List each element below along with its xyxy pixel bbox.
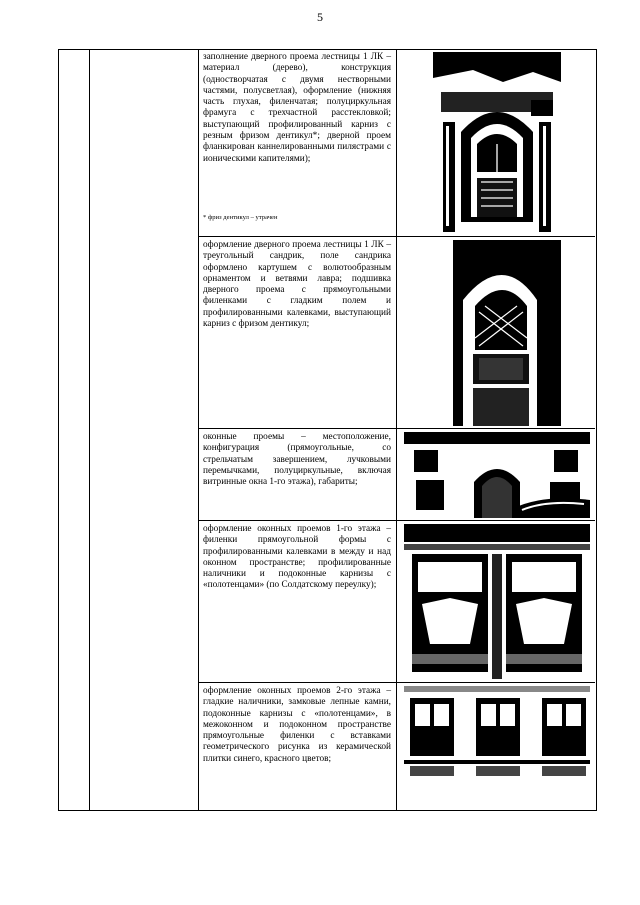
page-number: 5 <box>317 10 323 24</box>
row-divider <box>198 428 595 429</box>
row-4-description: оформление оконных проемов 1-го этажа – филенки прямоугольной формы с профилированными калевками в между и над оконном пространстве; профилированные наличники и подоконные карнизы с «полотенцами» (по Солдатскому переулку); <box>203 524 391 591</box>
row-divider <box>198 520 595 521</box>
row-2-description: оформление дверного проема лестницы 1 ЛК – треугольный сандрик, поле сандрика оформлено картушем с волютообразным орнаментом и ветвями лавра; подшивка дверного проема с прямоугольными филенками с гладким полем и профилированными калевками, выступающий карниз с фризом дентикул; <box>203 240 391 330</box>
street-facade-photo <box>404 432 590 518</box>
row-5-description: оформление оконных проемов 2-го этажа – гладкие наличники, замковые лепные камни, подоконные карнизы с «полотенцами», в межоконном и подоконном пространстве прямоугольные филенки с вставками геометрического рисунка из керамической плитки синего, красного цветов; <box>203 686 391 764</box>
row-divider <box>198 682 595 683</box>
column-divider <box>89 50 90 810</box>
door-surround-photo <box>433 240 561 426</box>
ground-floor-windows-photo <box>404 524 590 679</box>
column-divider <box>198 50 199 810</box>
door-fanlight-photo <box>433 52 561 232</box>
row-1-footnote: * фриз дентикул – утрачен <box>203 214 278 221</box>
second-floor-windows-photo <box>404 686 590 776</box>
row-3-description: оконные проемы – местоположение, конфигурация (прямоугольные, со стрельчатым завершением, лучковыми перемычками, полуциркульные, включая витринные окна 1-го этажа), габариты; <box>203 432 391 488</box>
row-divider <box>198 236 595 237</box>
row-1-description: заполнение дверного проема лестницы 1 ЛК – материал (дерево), конструкция (одностворчатая с двумя нестворными частями, полусветлая), оформление (нижняя часть глухая, филенчатая; полуциркульная фрамуга с трехчастной расстекловкой; выступающий профилированный карниз с резным фризом дентикул*; дверной проем фланкирован каннелированными пилястрами с ионическими капителями); <box>203 52 391 164</box>
column-divider <box>396 50 397 810</box>
